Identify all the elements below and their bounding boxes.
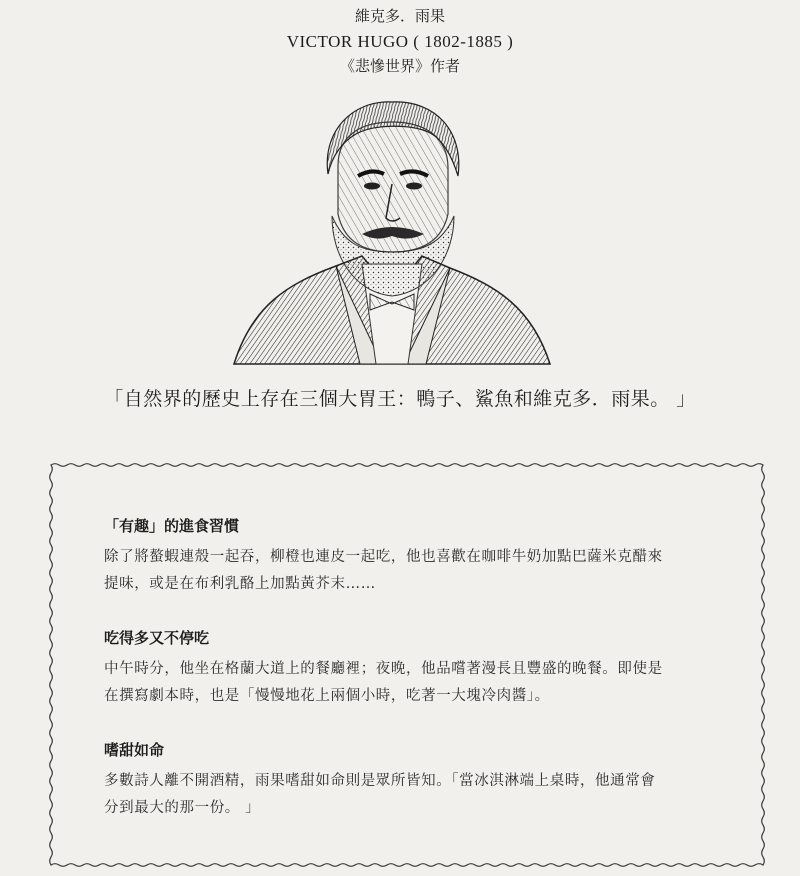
hugo-quote: 「自然界的歷史上存在三個大胃王：鴨子、鯊魚和維克多．雨果。 」 <box>104 388 696 410</box>
section-sweet-tooth <box>104 738 724 822</box>
author-name-english: VICTOR HUGO ( 1802-1885 ) <box>286 32 514 51</box>
section-body <box>104 656 724 710</box>
body-line: 除了將螯蝦連殼一起吞，柳橙也連皮一起吃，他也喜歡在咖啡牛奶加點巴薩米克醋來 <box>104 549 663 565</box>
portrait-illustration <box>232 96 552 368</box>
body-line: 提味，或是在布利乳酪上加點黃芥末…… <box>104 576 376 592</box>
section-title: 吃得多又不停吃 <box>104 629 210 647</box>
author-header <box>0 4 800 79</box>
body-line: 在撰寫劇本時，也是「慢慢地花上兩個小時，吃著一大塊冷肉醬」。 <box>104 688 550 704</box>
section-title: 「有趣」的進食習慣 <box>104 517 240 535</box>
body-line: 分到最大的那一份。 」 <box>104 800 261 816</box>
body-line: 中午時分，他坐在格蘭大道上的餐廳裡；夜晚，他品嚐著漫長且豐盛的晚餐。即使是 <box>104 661 663 677</box>
section-eating-habits <box>104 514 724 598</box>
victor-hugo-engraving-icon <box>232 96 552 368</box>
author-work: 《悲慘世界》作者 <box>339 57 460 75</box>
facts-card <box>48 462 766 868</box>
section-eats-a-lot <box>104 626 724 710</box>
section-title: 嗜甜如命 <box>104 741 165 759</box>
author-name-chinese: 維克多．雨果 <box>354 7 445 25</box>
section-body <box>104 768 724 822</box>
section-body <box>104 544 724 598</box>
facts-content <box>104 514 724 850</box>
body-line: 多數詩人離不開酒精，雨果嗜甜如命則是眾所皆知。「當冰淇淋端上桌時，他通常會 <box>104 773 656 789</box>
